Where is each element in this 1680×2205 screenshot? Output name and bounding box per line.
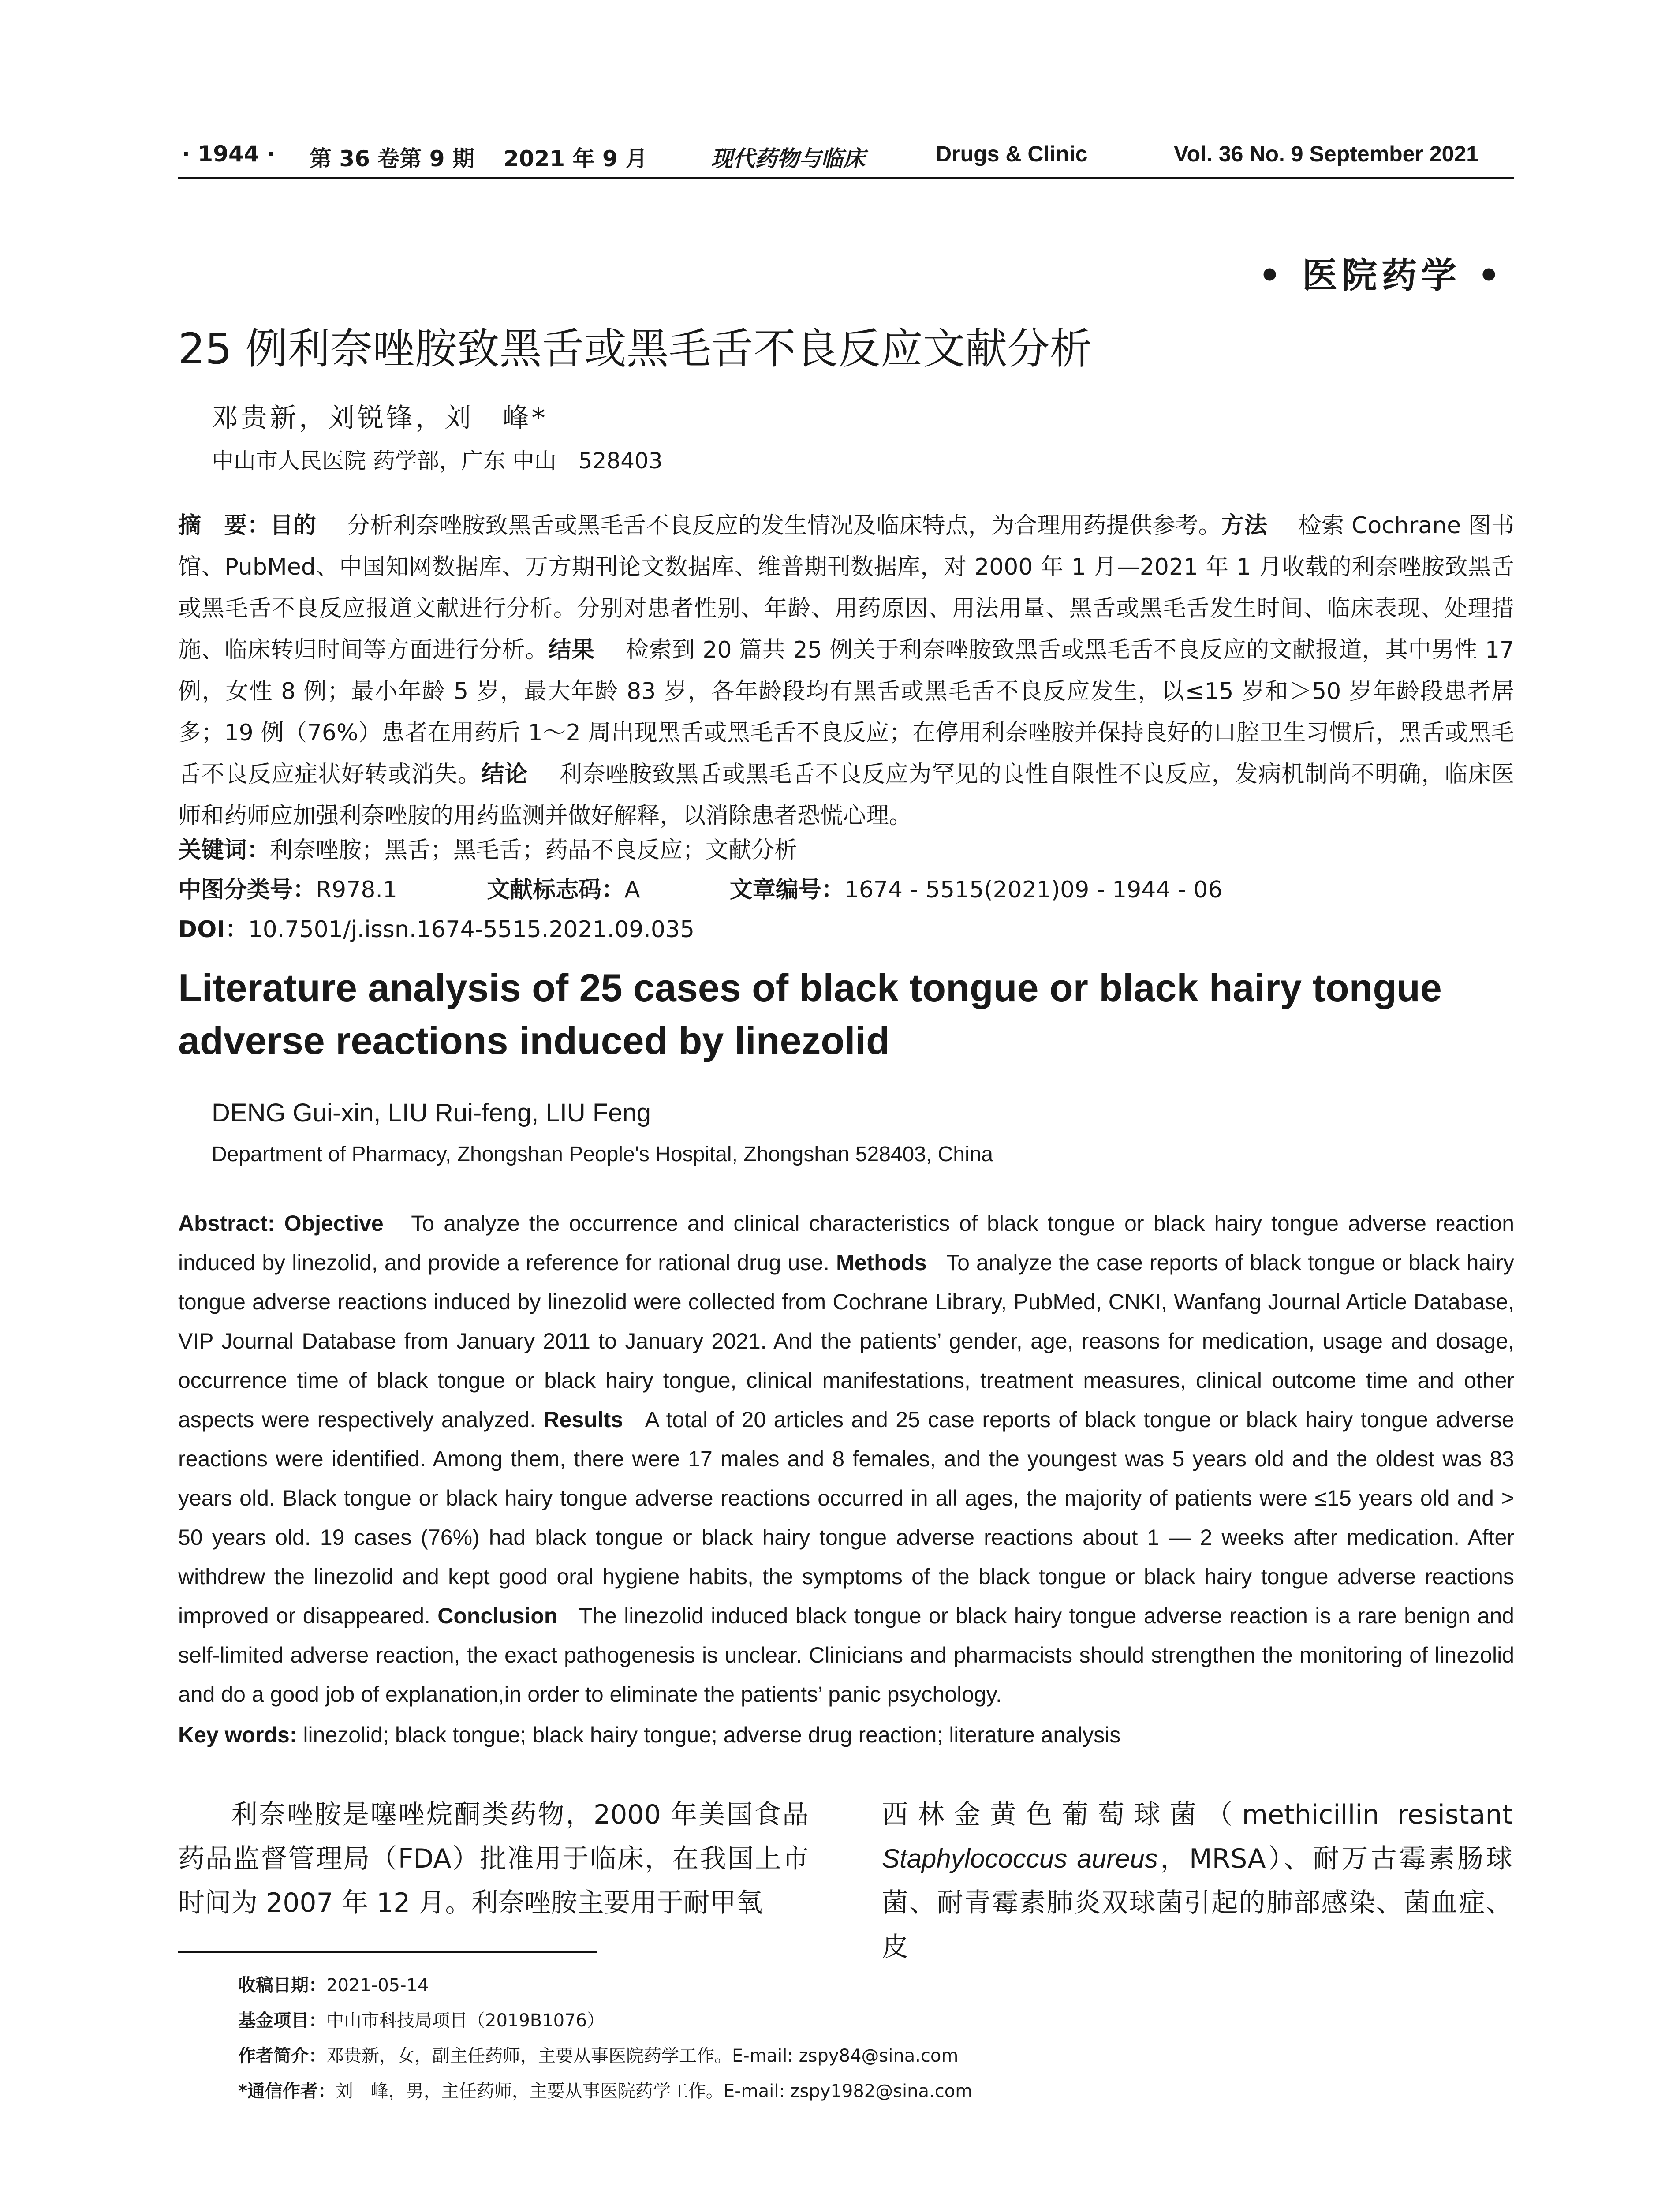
en-methods: To analyze the case reports of black tongue or black hairy tongue adverse reactions induced by linezolid were collected from Cochrane Library, PubMed, CNKI, Wanfang Journal Article Database, VIP Journal Database from January 2011 to January 2021. And the patients’ gender, age, reasons for medication, usage and dosage, occurrence time of black tongue or black hairy tongue, clinical manifestations, treatment measures, clinical outcome time and other aspects were respectively analyzed. xyxy=(178,1250,1514,1432)
cn-methods-label: 方法 xyxy=(1221,512,1267,539)
en-keywords: linezolid; black tongue; black hairy tongue; adverse drug reaction; literature analysis xyxy=(303,1723,1121,1747)
cn-abstract-label: 摘 要： xyxy=(178,512,270,539)
article-no-value: 1674 - 5515(2021)09 - 1944 - 06 xyxy=(844,877,1223,903)
cn-title: 25 例利奈唑胺致黑舌或黑毛舌不良反应文献分析 xyxy=(178,324,1092,374)
date-cn: 2021 年 9 月 xyxy=(504,146,648,172)
clc-label: 中图分类号： xyxy=(178,877,316,903)
en-affiliation: Department of Pharmacy, Zhongshan People's Hospital, Zhongshan 528403, China xyxy=(212,1143,993,1166)
cn-methods: 检索 Cochrane 图书馆、PubMed、中国知网数据库、万方期刊论文数据库、维普期刊数据库，对 2000 年 1 月—2021 年 1 月收载的利奈唑胺致黑舌或黑毛舌不良反应报道文献进行分析。分别对患者性别、年龄、用药原因、用法用量、黑舌或黑毛舌发生时间、临床表现、处理措施、临床转归时间等方面进行分析。 xyxy=(178,512,1514,663)
en-abstract-label: Abstract: xyxy=(178,1211,275,1236)
volume-en: Vol. 36 No. 9 September 2021 xyxy=(1174,142,1479,166)
received-label: 收稿日期： xyxy=(238,1975,326,1996)
en-conclusion-label: Conclusion xyxy=(437,1603,558,1628)
body-right-text-2: ，MRSA）、耐万古霉素肠球菌、耐青霉素肺炎双球菌引起的肺部感染、菌血症、皮 xyxy=(882,1843,1512,1962)
clc-value: R978.1 xyxy=(316,877,398,903)
en-authors: DENG Gui-xin, LIU Rui-feng, LIU Feng xyxy=(212,1099,651,1127)
body-right-text-1: 西林金黄色葡萄球菌（methicillin resistant xyxy=(882,1799,1512,1830)
journal-cn: 现代药物与临床 xyxy=(711,146,865,172)
volume-cn: 第 36 卷第 9 期 xyxy=(310,146,474,172)
en-conclusion: The linezolid induced black tongue or black hairy tongue adverse reaction is a rare benign and self-limited adverse reaction, the exact pathogenesis is unclear. Clinicians and pharmacists should strengthen the monitoring of linezolid and do a good job of explanation,in order to eliminate the patients’ panic psychology. xyxy=(178,1603,1514,1707)
footnote-rule xyxy=(178,1951,597,1953)
body-right-column xyxy=(882,1793,1512,1969)
corr-label: *通信作者： xyxy=(238,2081,336,2101)
footnote-author xyxy=(238,2042,958,2067)
footnote-received xyxy=(238,1971,429,1996)
en-abstract xyxy=(178,1204,1514,1714)
en-objective: To analyze the occurrence and clinical characteristics of black tongue or black hairy tongue adverse reaction induced by linezolid, and provide a reference for rational drug use. xyxy=(178,1211,1514,1275)
en-keywords-label: Key words: xyxy=(178,1723,297,1747)
doi-line xyxy=(178,911,694,944)
footnote-fund xyxy=(238,2007,605,2032)
section-tag: • 医院药学 • xyxy=(1258,254,1505,296)
cn-results-label: 结果 xyxy=(548,637,595,663)
cn-conclusion-label: 结论 xyxy=(481,761,528,788)
cn-classification-line xyxy=(178,871,1222,904)
body-right-italic: Staphylococcus aureus xyxy=(882,1844,1158,1873)
received-value: 2021-05-14 xyxy=(326,1975,429,1996)
body-left-column: 利奈唑胺是噻唑烷酮类药物，2000 年美国食品药品监督管理局（FDA）批准用于临床，在我国上市时间为 2007 年 12 月。利奈唑胺主要用于耐甲氧 xyxy=(178,1799,809,1918)
footnote-corresponding xyxy=(238,2077,972,2102)
cn-conclusion: 利奈唑胺致黑舌或黑毛舌不良反应为罕见的良性自限性不良反应，发病机制尚不明确，临床医师和药师应加强利奈唑胺的用药监测并做好解释，以消除患者恐慌心理。 xyxy=(178,761,1514,829)
en-methods-label: Methods xyxy=(836,1250,927,1275)
running-header xyxy=(182,141,1496,176)
en-title: Literature analysis of 25 cases of black tongue or black hairy tongue adverse reactions induced by linezolid xyxy=(178,966,1442,1062)
cn-keywords-label: 关键词： xyxy=(178,837,270,863)
en-results: A total of 20 articles and 25 case reports of black tongue or black hairy tongue adverse reactions were identified. Among them, there were 17 males and 8 females, and the youngest was 5 years old and the oldest was 83 years old. Black tongue or black hairy tongue adverse reactions occurred in all ages, the majority of patients were ≤15 years old and > 50 years old. 19 cases (76%) had black tongue or black hairy tongue adverse reactions about 1 — 2 weeks after medication. After withdrew the linezolid and kept good oral hygiene habits, the symptoms of the black tongue or black hairy tongue adverse reactions improved or disappeared. xyxy=(178,1407,1514,1628)
cn-objective: 分析利奈唑胺致黑舌或黑毛舌不良反应的发生情况及临床特点，为合理用药提供参考。 xyxy=(347,512,1221,539)
en-objective-label: Objective xyxy=(284,1211,384,1236)
journal-en: Drugs & Clinic xyxy=(936,142,1088,166)
cn-results: 检索到 20 篇共 25 例关于利奈唑胺致黑舌或黑毛舌不良反应的文献报道，其中男性 17 例，女性 8 例；最小年龄 5 岁，最大年龄 83 岁，各年龄段均有黑舌或黑毛舌不良反应发生，以≤15 岁和＞50 岁年龄段患者居多；19 例（76%）患者在用药后 1～2 周出现黑舌或黑毛舌不良反应；在停用利奈唑胺并保持良好的口腔卫生习惯后，黑舌或黑毛舌不良反应症状好转或消失。 xyxy=(178,637,1514,788)
author-value: 邓贵新，女，副主任药师，主要从事医院药学工作。E-mail: zspy84@sina.com xyxy=(326,2046,959,2066)
cn-abstract xyxy=(178,505,1514,837)
doc-code-value: A xyxy=(624,877,640,903)
cn-authors: 邓贵新，刘锐锋，刘 峰* xyxy=(212,403,548,434)
cn-keywords: 利奈唑胺；黑舌；黑毛舌；药品不良反应；文献分析 xyxy=(270,837,798,863)
header-rule xyxy=(178,177,1514,179)
en-results-label: Results xyxy=(543,1407,623,1432)
doc-code-label: 文献标志码： xyxy=(487,877,625,903)
doi-label: DOI： xyxy=(178,916,248,943)
fund-value: 中山市科技局项目（2019B1076） xyxy=(326,2011,605,2031)
fund-label: 基金项目： xyxy=(238,2011,326,2031)
author-label: 作者简介： xyxy=(238,2046,326,2066)
doi-value: 10.7501/j.issn.1674-5515.2021.09.035 xyxy=(248,916,695,943)
cn-affiliation: 中山市人民医院 药学部，广东 中山 528403 xyxy=(212,448,663,474)
cn-keywords-line xyxy=(178,831,797,864)
corr-value: 刘 峰，男，主任药师，主要从事医院药学工作。E-mail: zspy1982@sina.com xyxy=(335,2081,973,2101)
page-number: · 1944 · xyxy=(182,141,275,167)
en-keywords-line xyxy=(178,1722,1120,1748)
cn-objective-label: 目的 xyxy=(270,512,317,539)
article-no-label: 文章编号： xyxy=(729,877,844,903)
